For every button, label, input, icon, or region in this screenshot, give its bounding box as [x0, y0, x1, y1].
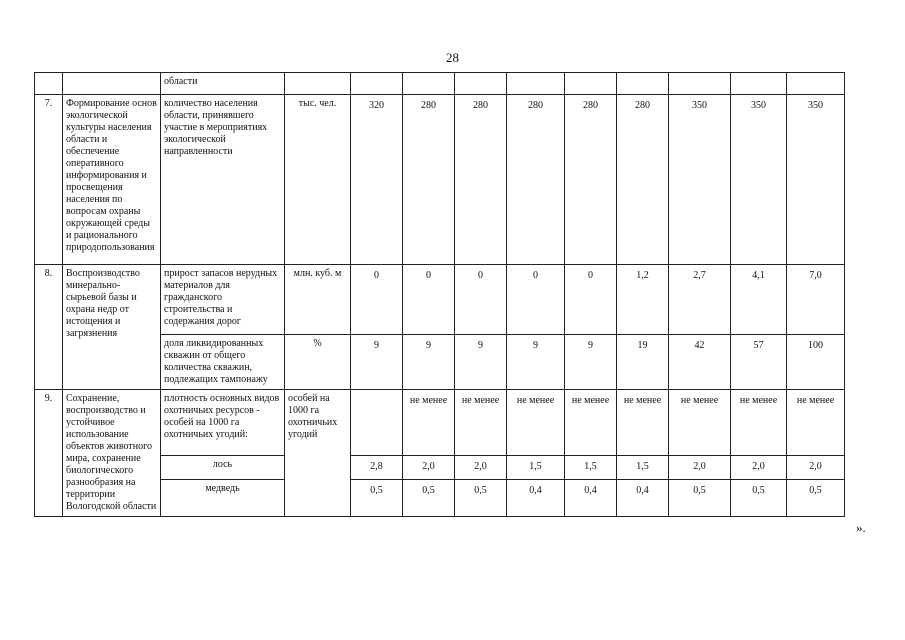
row-number: 7. [35, 95, 63, 265]
value-cell: 280 [617, 95, 669, 265]
unit-cell: особей на 1000 га охотничьих угодий [285, 390, 351, 517]
value-cell: 9 [507, 335, 565, 390]
value-cell: 0,5 [787, 479, 845, 516]
value-cell: 0 [403, 265, 455, 335]
value-cell: 2,7 [669, 265, 731, 335]
row-number: 8. [35, 265, 63, 390]
value-cell: 4,1 [731, 265, 787, 335]
unit-cell: тыс. чел. [285, 95, 351, 265]
value-cell: 0,4 [507, 479, 565, 516]
row-number: 9. [35, 390, 63, 517]
value-cell: 9 [351, 335, 403, 390]
indicator-cell: прирост запасов нерудных материалов для гражданского строительства и содержания дорог [161, 265, 285, 335]
value-cell: 2,0 [787, 455, 845, 479]
value-cell: 2,8 [351, 455, 403, 479]
indicator-cell: плотность основных видов охотничьих ресурсов - особей на 1000 га охотничьих угодий: [161, 390, 285, 456]
measure-cell: Формирование основ экологической культуры населения области и обеспечение оперативного информирования и просвещения населения по вопросам охраны окружающей среды и рационального природопользования [63, 95, 161, 265]
table-row [35, 73, 845, 95]
value-cell: 57 [731, 335, 787, 390]
value-cell: 0,5 [403, 479, 455, 516]
value-cell: 100 [787, 335, 845, 390]
value-cell: 2,0 [403, 455, 455, 479]
value-cell: 7,0 [787, 265, 845, 335]
table-row [35, 265, 845, 335]
measure-cell: Воспроизводство минерально-сырьевой базы и охрана недр от истощения и загрязнения [63, 265, 161, 390]
unit-cell: млн. куб. м [285, 265, 351, 335]
species-label: медведь [161, 479, 285, 516]
indicator-cell: количество населения области, принявшего участие в мероприятиях экологической направленности [161, 95, 285, 265]
value-cell: 350 [731, 95, 787, 265]
value-cell: 0 [565, 265, 617, 335]
value-cell: 1,5 [617, 455, 669, 479]
indicator-cell: доля ликвидированных скважин от общего количества скважин, подлежащих тампонажу [161, 335, 285, 390]
value-cell: 9 [403, 335, 455, 390]
value-cell: 350 [787, 95, 845, 265]
value-cell: 1,5 [507, 455, 565, 479]
value-cell: 2,0 [455, 455, 507, 479]
value-cell: 280 [507, 95, 565, 265]
value-cell: не менее [403, 390, 455, 456]
value-cell: не менее [787, 390, 845, 456]
value-cell: 320 [351, 95, 403, 265]
value-cell: 1,2 [617, 265, 669, 335]
value-cell: 0 [351, 265, 403, 335]
page-number: 28 [446, 50, 459, 65]
value-cell: 9 [565, 335, 617, 390]
value-cell: 19 [617, 335, 669, 390]
value-cell: 280 [455, 95, 507, 265]
value-cell: 280 [403, 95, 455, 265]
value-cell: 0 [507, 265, 565, 335]
value-cell: 0,4 [565, 479, 617, 516]
value-cell: 42 [669, 335, 731, 390]
value-cell: 2,0 [669, 455, 731, 479]
table-row [35, 390, 845, 456]
value-cell: не менее [731, 390, 787, 456]
unit-cell: % [285, 335, 351, 390]
value-cell: 0 [455, 265, 507, 335]
value-cell: 0,4 [617, 479, 669, 516]
value-cell: 280 [565, 95, 617, 265]
value-cell: 2,0 [731, 455, 787, 479]
value-cell: 0,5 [731, 479, 787, 516]
value-cell [351, 390, 403, 456]
table-row [35, 95, 845, 265]
value-cell: 350 [669, 95, 731, 265]
closing-quote: ». [856, 520, 866, 535]
measure-cell: Сохранение, воспроизводство и устойчивое использование объектов животного мира, сохранение биологического разнообразия на территории Вологодской области [63, 390, 161, 517]
value-cell: 0,5 [351, 479, 403, 516]
value-cell: не менее [507, 390, 565, 456]
value-cell: 1,5 [565, 455, 617, 479]
value-cell: 0,5 [669, 479, 731, 516]
value-cell: не менее [617, 390, 669, 456]
value-cell: 9 [455, 335, 507, 390]
value-cell: 0,5 [455, 479, 507, 516]
value-cell: не менее [565, 390, 617, 456]
indicator-cell: области [161, 73, 285, 95]
indicators-table [34, 72, 845, 517]
species-label: лось [161, 455, 285, 479]
value-cell: не менее [455, 390, 507, 456]
value-cell: не менее [669, 390, 731, 456]
